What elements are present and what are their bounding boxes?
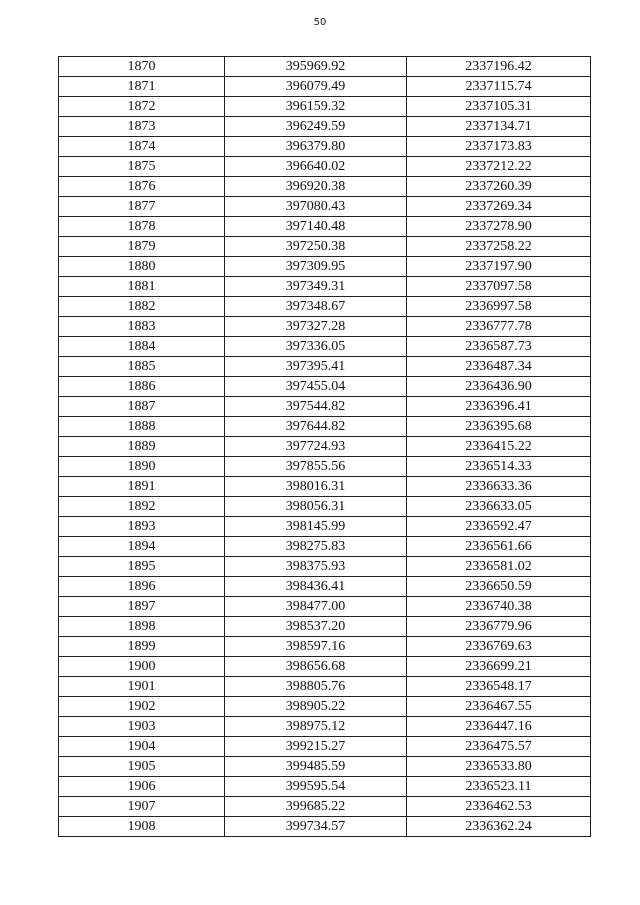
- x-coordinate-cell: 397336.05: [225, 337, 407, 357]
- page-number: 50: [313, 17, 327, 28]
- table-row: [59, 337, 591, 357]
- x-coordinate-cell: 397855.56: [225, 457, 407, 477]
- point-number-cell: 1904: [59, 737, 225, 757]
- y-coordinate-cell: 2337105.31: [407, 97, 591, 117]
- x-coordinate-cell: 397327.28: [225, 317, 407, 337]
- y-coordinate-cell: 2336467.55: [407, 697, 591, 717]
- point-number-cell: 1881: [59, 277, 225, 297]
- x-coordinate-cell: 397455.04: [225, 377, 407, 397]
- x-coordinate-cell: 397349.31: [225, 277, 407, 297]
- table-row: [59, 257, 591, 277]
- x-coordinate-cell: 397724.93: [225, 437, 407, 457]
- x-coordinate-cell: 397309.95: [225, 257, 407, 277]
- table-row: [59, 197, 591, 217]
- x-coordinate-cell: 398975.12: [225, 717, 407, 737]
- y-coordinate-cell: 2337258.22: [407, 237, 591, 257]
- point-number-cell: 1883: [59, 317, 225, 337]
- point-number-cell: 1907: [59, 797, 225, 817]
- point-number-cell: 1898: [59, 617, 225, 637]
- table-row: [59, 717, 591, 737]
- y-coordinate-cell: 2336592.47: [407, 517, 591, 537]
- table-row: [59, 57, 591, 77]
- y-coordinate-cell: 2336777.78: [407, 317, 591, 337]
- point-number-cell: 1873: [59, 117, 225, 137]
- point-number-cell: 1900: [59, 657, 225, 677]
- y-coordinate-cell: 2337269.34: [407, 197, 591, 217]
- y-coordinate-cell: 2336396.41: [407, 397, 591, 417]
- point-number-cell: 1905: [59, 757, 225, 777]
- point-number-cell: 1884: [59, 337, 225, 357]
- point-number-cell: 1877: [59, 197, 225, 217]
- y-coordinate-cell: 2336415.22: [407, 437, 591, 457]
- point-number-cell: 1885: [59, 357, 225, 377]
- point-number-cell: 1899: [59, 637, 225, 657]
- x-coordinate-cell: 396379.80: [225, 137, 407, 157]
- y-coordinate-cell: 2336523.11: [407, 777, 591, 797]
- x-coordinate-cell: 397544.82: [225, 397, 407, 417]
- table-row: [59, 137, 591, 157]
- point-number-cell: 1902: [59, 697, 225, 717]
- point-number-cell: 1887: [59, 397, 225, 417]
- y-coordinate-cell: 2336633.36: [407, 477, 591, 497]
- table-row: [59, 537, 591, 557]
- x-coordinate-cell: 397250.38: [225, 237, 407, 257]
- y-coordinate-cell: 2337097.58: [407, 277, 591, 297]
- table-row: [59, 317, 591, 337]
- y-coordinate-cell: 2336462.53: [407, 797, 591, 817]
- point-number-cell: 1897: [59, 597, 225, 617]
- x-coordinate-cell: 398275.83: [225, 537, 407, 557]
- point-number-cell: 1879: [59, 237, 225, 257]
- x-coordinate-cell: 398145.99: [225, 517, 407, 537]
- y-coordinate-cell: 2336997.58: [407, 297, 591, 317]
- table-row: [59, 697, 591, 717]
- x-coordinate-cell: 398477.00: [225, 597, 407, 617]
- point-number-cell: 1896: [59, 577, 225, 597]
- x-coordinate-cell: 399485.59: [225, 757, 407, 777]
- y-coordinate-cell: 2336475.57: [407, 737, 591, 757]
- point-number-cell: 1888: [59, 417, 225, 437]
- point-number-cell: 1891: [59, 477, 225, 497]
- table-row: [59, 737, 591, 757]
- table-body: [59, 57, 591, 837]
- point-number-cell: 1889: [59, 437, 225, 457]
- y-coordinate-cell: 2337260.39: [407, 177, 591, 197]
- point-number-cell: 1892: [59, 497, 225, 517]
- table-row: [59, 637, 591, 657]
- y-coordinate-cell: 2336487.34: [407, 357, 591, 377]
- table-row: [59, 437, 591, 457]
- table-row: [59, 97, 591, 117]
- y-coordinate-cell: 2336779.96: [407, 617, 591, 637]
- x-coordinate-cell: 398537.20: [225, 617, 407, 637]
- x-coordinate-cell: 397395.41: [225, 357, 407, 377]
- table-row: [59, 817, 591, 837]
- y-coordinate-cell: 2336548.17: [407, 677, 591, 697]
- table-row: [59, 577, 591, 597]
- x-coordinate-cell: 398805.76: [225, 677, 407, 697]
- y-coordinate-cell: 2337173.83: [407, 137, 591, 157]
- y-coordinate-cell: 2336740.38: [407, 597, 591, 617]
- point-number-cell: 1901: [59, 677, 225, 697]
- x-coordinate-cell: 398016.31: [225, 477, 407, 497]
- point-number-cell: 1878: [59, 217, 225, 237]
- point-number-cell: 1871: [59, 77, 225, 97]
- y-coordinate-cell: 2337278.90: [407, 217, 591, 237]
- y-coordinate-cell: 2336769.63: [407, 637, 591, 657]
- point-number-cell: 1870: [59, 57, 225, 77]
- x-coordinate-cell: 398656.68: [225, 657, 407, 677]
- table-row: [59, 277, 591, 297]
- x-coordinate-cell: 397644.82: [225, 417, 407, 437]
- table-row: [59, 77, 591, 97]
- y-coordinate-cell: 2336533.80: [407, 757, 591, 777]
- point-number-cell: 1895: [59, 557, 225, 577]
- x-coordinate-cell: 398375.93: [225, 557, 407, 577]
- y-coordinate-cell: 2337134.71: [407, 117, 591, 137]
- table-row: [59, 117, 591, 137]
- x-coordinate-cell: 399595.54: [225, 777, 407, 797]
- table-row: [59, 677, 591, 697]
- point-number-cell: 1906: [59, 777, 225, 797]
- x-coordinate-cell: 399685.22: [225, 797, 407, 817]
- x-coordinate-cell: 398056.31: [225, 497, 407, 517]
- point-number-cell: 1893: [59, 517, 225, 537]
- table-row: [59, 517, 591, 537]
- point-number-cell: 1890: [59, 457, 225, 477]
- point-number-cell: 1875: [59, 157, 225, 177]
- table-row: [59, 457, 591, 477]
- y-coordinate-cell: 2337212.22: [407, 157, 591, 177]
- y-coordinate-cell: 2336650.59: [407, 577, 591, 597]
- table-row: [59, 377, 591, 397]
- table-row: [59, 757, 591, 777]
- point-number-cell: 1880: [59, 257, 225, 277]
- x-coordinate-cell: 397140.48: [225, 217, 407, 237]
- y-coordinate-cell: 2336395.68: [407, 417, 591, 437]
- table-row: [59, 617, 591, 637]
- table-row: [59, 357, 591, 377]
- x-coordinate-cell: 398597.16: [225, 637, 407, 657]
- x-coordinate-cell: 397080.43: [225, 197, 407, 217]
- y-coordinate-cell: 2336436.90: [407, 377, 591, 397]
- y-coordinate-cell: 2336514.33: [407, 457, 591, 477]
- point-number-cell: 1886: [59, 377, 225, 397]
- table-row: [59, 397, 591, 417]
- table-row: [59, 597, 591, 617]
- x-coordinate-cell: 398905.22: [225, 697, 407, 717]
- coordinates-table: [58, 56, 591, 837]
- table-row: [59, 297, 591, 317]
- y-coordinate-cell: 2336633.05: [407, 497, 591, 517]
- point-number-cell: 1903: [59, 717, 225, 737]
- y-coordinate-cell: 2336561.66: [407, 537, 591, 557]
- point-number-cell: 1882: [59, 297, 225, 317]
- point-number-cell: 1872: [59, 97, 225, 117]
- table-row: [59, 417, 591, 437]
- table-row: [59, 657, 591, 677]
- x-coordinate-cell: 396920.38: [225, 177, 407, 197]
- point-number-cell: 1874: [59, 137, 225, 157]
- point-number-cell: 1894: [59, 537, 225, 557]
- x-coordinate-cell: 396159.32: [225, 97, 407, 117]
- table-row: [59, 237, 591, 257]
- table-row: [59, 797, 591, 817]
- x-coordinate-cell: 396640.02: [225, 157, 407, 177]
- table-row: [59, 777, 591, 797]
- table-row: [59, 497, 591, 517]
- x-coordinate-cell: 397348.67: [225, 297, 407, 317]
- y-coordinate-cell: 2336581.02: [407, 557, 591, 577]
- y-coordinate-cell: 2337197.90: [407, 257, 591, 277]
- x-coordinate-cell: 399734.57: [225, 817, 407, 837]
- table-row: [59, 157, 591, 177]
- x-coordinate-cell: 399215.27: [225, 737, 407, 757]
- y-coordinate-cell: 2337196.42: [407, 57, 591, 77]
- point-number-cell: 1876: [59, 177, 225, 197]
- x-coordinate-cell: 396249.59: [225, 117, 407, 137]
- x-coordinate-cell: 398436.41: [225, 577, 407, 597]
- table-row: [59, 477, 591, 497]
- y-coordinate-cell: 2336699.21: [407, 657, 591, 677]
- y-coordinate-cell: 2336362.24: [407, 817, 591, 837]
- y-coordinate-cell: 2336587.73: [407, 337, 591, 357]
- point-number-cell: 1908: [59, 817, 225, 837]
- table-row: [59, 217, 591, 237]
- table-row: [59, 557, 591, 577]
- table-row: [59, 177, 591, 197]
- x-coordinate-cell: 395969.92: [225, 57, 407, 77]
- y-coordinate-cell: 2337115.74: [407, 77, 591, 97]
- y-coordinate-cell: 2336447.16: [407, 717, 591, 737]
- x-coordinate-cell: 396079.49: [225, 77, 407, 97]
